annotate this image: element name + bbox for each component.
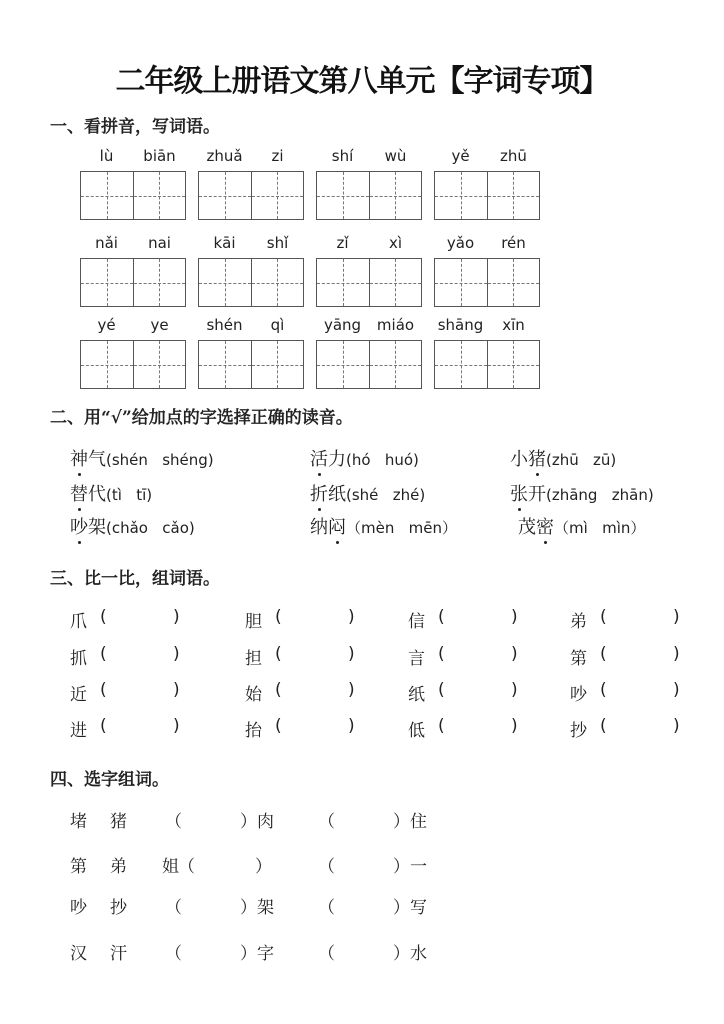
pinyin-label: xīn [502, 316, 525, 334]
answer-blank[interactable] [110, 644, 170, 664]
pronunciation-item [310, 513, 457, 539]
open-paren: ( [438, 716, 445, 736]
close-paren-with-char: ）架 [240, 898, 274, 918]
dotted-character: 活 [310, 445, 328, 471]
character: 纸 [328, 484, 346, 505]
pronunciation-item [510, 445, 616, 471]
close-paren: ) [673, 680, 680, 700]
tianzige-box-group[interactable] [316, 340, 422, 389]
writing-cell[interactable] [252, 341, 304, 388]
writing-cell[interactable] [370, 172, 422, 219]
pinyin-label: shāng [437, 316, 484, 334]
answer-blank[interactable] [185, 807, 240, 827]
open-paren: ( [100, 644, 107, 664]
close-paren-with-char: ） [255, 857, 272, 877]
tianzige-box-group[interactable] [80, 258, 186, 307]
open-paren: ( [100, 716, 107, 736]
answer-blank[interactable] [110, 607, 170, 627]
close-paren-with-char: ）写 [393, 898, 427, 918]
word-building-item [245, 607, 360, 632]
character: 气 [88, 449, 106, 470]
section1-heading: 一、看拼音，写词语。 [50, 117, 220, 137]
word-building-item [70, 680, 185, 705]
tianzige-box-group[interactable] [316, 171, 422, 220]
answer-blank[interactable] [285, 716, 345, 736]
writing-cell[interactable] [435, 259, 488, 306]
close-paren: ) [511, 680, 518, 700]
answer-blank[interactable] [338, 852, 393, 872]
close-paren: ) [673, 644, 680, 664]
open-paren: （ [165, 944, 182, 964]
close-paren: ) [348, 716, 355, 736]
section3-heading: 三、比一比，组词语。 [50, 569, 220, 589]
answer-blank[interactable] [610, 716, 670, 736]
character: 小 [510, 449, 528, 470]
writing-cell[interactable] [81, 341, 134, 388]
pinyin-label: yāng [323, 316, 362, 334]
pinyin-label: zhū [500, 147, 527, 165]
writing-cell[interactable] [252, 259, 304, 306]
open-paren: ( [600, 607, 607, 627]
writing-cell[interactable] [488, 259, 540, 306]
writing-cell[interactable] [81, 259, 134, 306]
tianzige-box-group[interactable] [434, 171, 540, 220]
pronunciation-item [70, 445, 214, 471]
answer-blank[interactable] [285, 680, 345, 700]
answer-blank[interactable] [110, 716, 170, 736]
base-character: 进 [70, 721, 87, 741]
tianzige-box-group[interactable] [80, 340, 186, 389]
close-paren: ) [173, 644, 180, 664]
pinyin-label: yǎo [446, 234, 475, 252]
character: 纳 [310, 517, 328, 538]
pinyin-label: lù [99, 147, 114, 165]
pinyin-label: shén [206, 316, 243, 334]
open-paren: ( [438, 607, 445, 627]
close-paren: ) [173, 607, 180, 627]
pinyin-options[interactable]: (shén shéng) [106, 451, 214, 469]
choice-character: 堵 [70, 812, 87, 832]
open-paren: （ [318, 944, 335, 964]
pinyin-label: ye [150, 316, 169, 334]
close-paren: ) [673, 607, 680, 627]
tianzige-box-group[interactable] [80, 171, 186, 220]
base-character: 爪 [70, 612, 87, 632]
word-building-item [70, 644, 185, 669]
tianzige-box-group[interactable] [316, 258, 422, 307]
tianzige-box-group[interactable] [198, 171, 304, 220]
section2-heading: 二、用“√”给加点的字选择正确的读音。 [50, 408, 353, 428]
open-paren: ( [100, 680, 107, 700]
character: 开 [528, 484, 546, 505]
base-character: 信 [408, 612, 425, 632]
character: 代 [88, 484, 106, 505]
close-paren: ) [673, 716, 680, 736]
choice-character: 姐 [162, 857, 179, 877]
answer-blank[interactable] [338, 807, 393, 827]
close-paren: ) [511, 716, 518, 736]
word-building-item [570, 680, 685, 705]
writing-cell[interactable] [199, 259, 252, 306]
writing-cell[interactable] [317, 172, 370, 219]
open-paren: ( [275, 607, 282, 627]
writing-cell[interactable] [370, 259, 422, 306]
word-building-item [408, 607, 523, 632]
pinyin-options[interactable]: (tì tī) [106, 486, 153, 504]
dotted-character: 密 [536, 513, 554, 539]
pinyin-label: yě [451, 147, 470, 165]
dotted-character: 闷 [328, 513, 346, 539]
close-paren: ) [348, 644, 355, 664]
answer-blank[interactable] [610, 607, 670, 627]
pinyin-options[interactable]: (chǎo cǎo) [106, 519, 195, 537]
pinyin-label: yé [97, 316, 116, 334]
dotted-character: 折 [310, 480, 328, 506]
writing-cell[interactable] [134, 341, 186, 388]
choice-character: 弟 [110, 857, 127, 877]
open-paren: ( [600, 644, 607, 664]
close-paren-with-char: ）肉 [240, 812, 274, 832]
base-character: 吵 [570, 685, 587, 705]
base-character: 弟 [570, 612, 587, 632]
character: 力 [328, 449, 346, 470]
base-character: 纸 [408, 685, 425, 705]
writing-cell[interactable] [134, 172, 186, 219]
word-building-item [408, 644, 523, 669]
writing-cell[interactable] [488, 341, 540, 388]
pinyin-label: zi [271, 147, 284, 165]
open-paren: （ [318, 812, 335, 832]
close-paren: ) [511, 607, 518, 627]
word-building-item [245, 680, 360, 705]
pinyin-options[interactable]: (zhū zū) [546, 451, 617, 469]
open-paren: ( [275, 644, 282, 664]
word-building-item [570, 644, 685, 669]
pinyin-options[interactable]: (shé zhé) [346, 486, 426, 504]
base-character: 抓 [70, 649, 87, 669]
base-character: 抄 [570, 721, 587, 741]
pinyin-label: kāi [213, 234, 236, 252]
dotted-character: 猪 [528, 445, 546, 471]
answer-blank[interactable] [610, 680, 670, 700]
pronunciation-item [310, 480, 425, 506]
pinyin-label: rén [501, 234, 526, 252]
pinyin-label: miáo [376, 316, 415, 334]
base-character: 近 [70, 685, 87, 705]
word-building-item [570, 607, 685, 632]
open-paren: ( [275, 680, 282, 700]
choice-character: 第 [70, 857, 87, 877]
choice-character: 吵 [70, 898, 87, 918]
dotted-character: 吵 [70, 513, 88, 539]
open-paren: ( [100, 607, 107, 627]
answer-blank[interactable] [448, 607, 508, 627]
pinyin-label: zhuǎ [206, 147, 243, 165]
word-building-item [570, 716, 685, 741]
choice-character: 汗 [110, 944, 127, 964]
close-paren-with-char: ）字 [240, 944, 274, 964]
answer-blank[interactable] [185, 893, 240, 913]
character: 架 [88, 517, 106, 538]
open-paren: ( [438, 680, 445, 700]
pinyin-options[interactable]: （mì mìn） [554, 519, 646, 537]
base-character: 抬 [245, 721, 262, 741]
open-paren: ( [275, 716, 282, 736]
pinyin-options[interactable]: (hó huó) [346, 451, 419, 469]
word-building-item [245, 716, 360, 741]
open-paren: （ [165, 898, 182, 918]
pinyin-label: zǐ [336, 234, 349, 252]
open-paren: ( [600, 680, 607, 700]
base-character: 低 [408, 721, 425, 741]
word-building-item [408, 680, 523, 705]
choice-character: 抄 [110, 898, 127, 918]
pinyin-label: xì [388, 234, 403, 252]
pronunciation-item [70, 480, 152, 506]
writing-cell[interactable] [134, 259, 186, 306]
pinyin-label: wù [384, 147, 407, 165]
writing-cell[interactable] [435, 172, 488, 219]
tianzige-box-group[interactable] [434, 340, 540, 389]
pinyin-label: nai [148, 234, 171, 252]
pinyin-label: shǐ [266, 234, 289, 252]
writing-cell[interactable] [435, 341, 488, 388]
base-character: 胆 [245, 612, 262, 632]
close-paren: ) [348, 607, 355, 627]
word-building-item [408, 716, 523, 741]
base-character: 第 [570, 649, 587, 669]
answer-blank[interactable] [185, 852, 240, 872]
close-paren-with-char: ）一 [393, 857, 427, 877]
pinyin-label: biān [143, 147, 176, 165]
word-building-item [245, 644, 360, 669]
open-paren: （ [318, 898, 335, 918]
answer-blank[interactable] [285, 607, 345, 627]
open-paren: （ [178, 857, 195, 877]
page-title: 二年级上册语文第八单元【字词专项】 [115, 64, 609, 99]
base-character: 始 [245, 685, 262, 705]
base-character: 言 [408, 649, 425, 669]
answer-blank[interactable] [610, 644, 670, 664]
writing-cell[interactable] [252, 172, 304, 219]
pronunciation-item [510, 480, 654, 506]
open-paren: （ [318, 857, 335, 877]
close-paren: ) [348, 680, 355, 700]
choice-character: 猪 [110, 812, 127, 832]
pinyin-options[interactable]: (zhāng zhān) [546, 486, 654, 504]
open-paren: （ [165, 812, 182, 832]
pinyin-options[interactable]: （mèn mēn） [346, 519, 457, 537]
answer-blank[interactable] [185, 939, 240, 959]
dotted-character: 神 [70, 445, 88, 471]
close-paren: ) [173, 680, 180, 700]
word-building-item [70, 607, 185, 632]
answer-blank[interactable] [448, 644, 508, 664]
pinyin-label: qì [270, 316, 285, 334]
character: 茂 [518, 517, 536, 538]
base-character: 担 [245, 649, 262, 669]
pronunciation-item [310, 445, 419, 471]
dotted-character: 替 [70, 480, 88, 506]
close-paren: ) [173, 716, 180, 736]
writing-cell[interactable] [488, 172, 540, 219]
choice-character: 汉 [70, 944, 87, 964]
section4-heading: 四、选字组词。 [50, 770, 169, 790]
answer-blank[interactable] [110, 680, 170, 700]
writing-cell[interactable] [199, 341, 252, 388]
open-paren: ( [438, 644, 445, 664]
pronunciation-item [518, 513, 645, 539]
dotted-character: 张 [510, 480, 528, 506]
tianzige-box-group[interactable] [434, 258, 540, 307]
answer-blank[interactable] [338, 939, 393, 959]
answer-blank[interactable] [338, 893, 393, 913]
answer-blank[interactable] [285, 644, 345, 664]
word-building-item [70, 716, 185, 741]
pinyin-label: nǎi [95, 234, 118, 252]
pinyin-label: shí [331, 147, 354, 165]
close-paren-with-char: ）水 [393, 944, 427, 964]
close-paren: ) [511, 644, 518, 664]
tianzige-box-group[interactable] [198, 258, 304, 307]
writing-cell[interactable] [81, 172, 134, 219]
tianzige-box-group[interactable] [198, 340, 304, 389]
writing-cell[interactable] [370, 341, 422, 388]
writing-cell[interactable] [317, 341, 370, 388]
pronunciation-item [70, 513, 195, 539]
answer-blank[interactable] [448, 680, 508, 700]
writing-cell[interactable] [199, 172, 252, 219]
answer-blank[interactable] [448, 716, 508, 736]
close-paren-with-char: ）住 [393, 812, 427, 832]
open-paren: ( [600, 716, 607, 736]
writing-cell[interactable] [317, 259, 370, 306]
